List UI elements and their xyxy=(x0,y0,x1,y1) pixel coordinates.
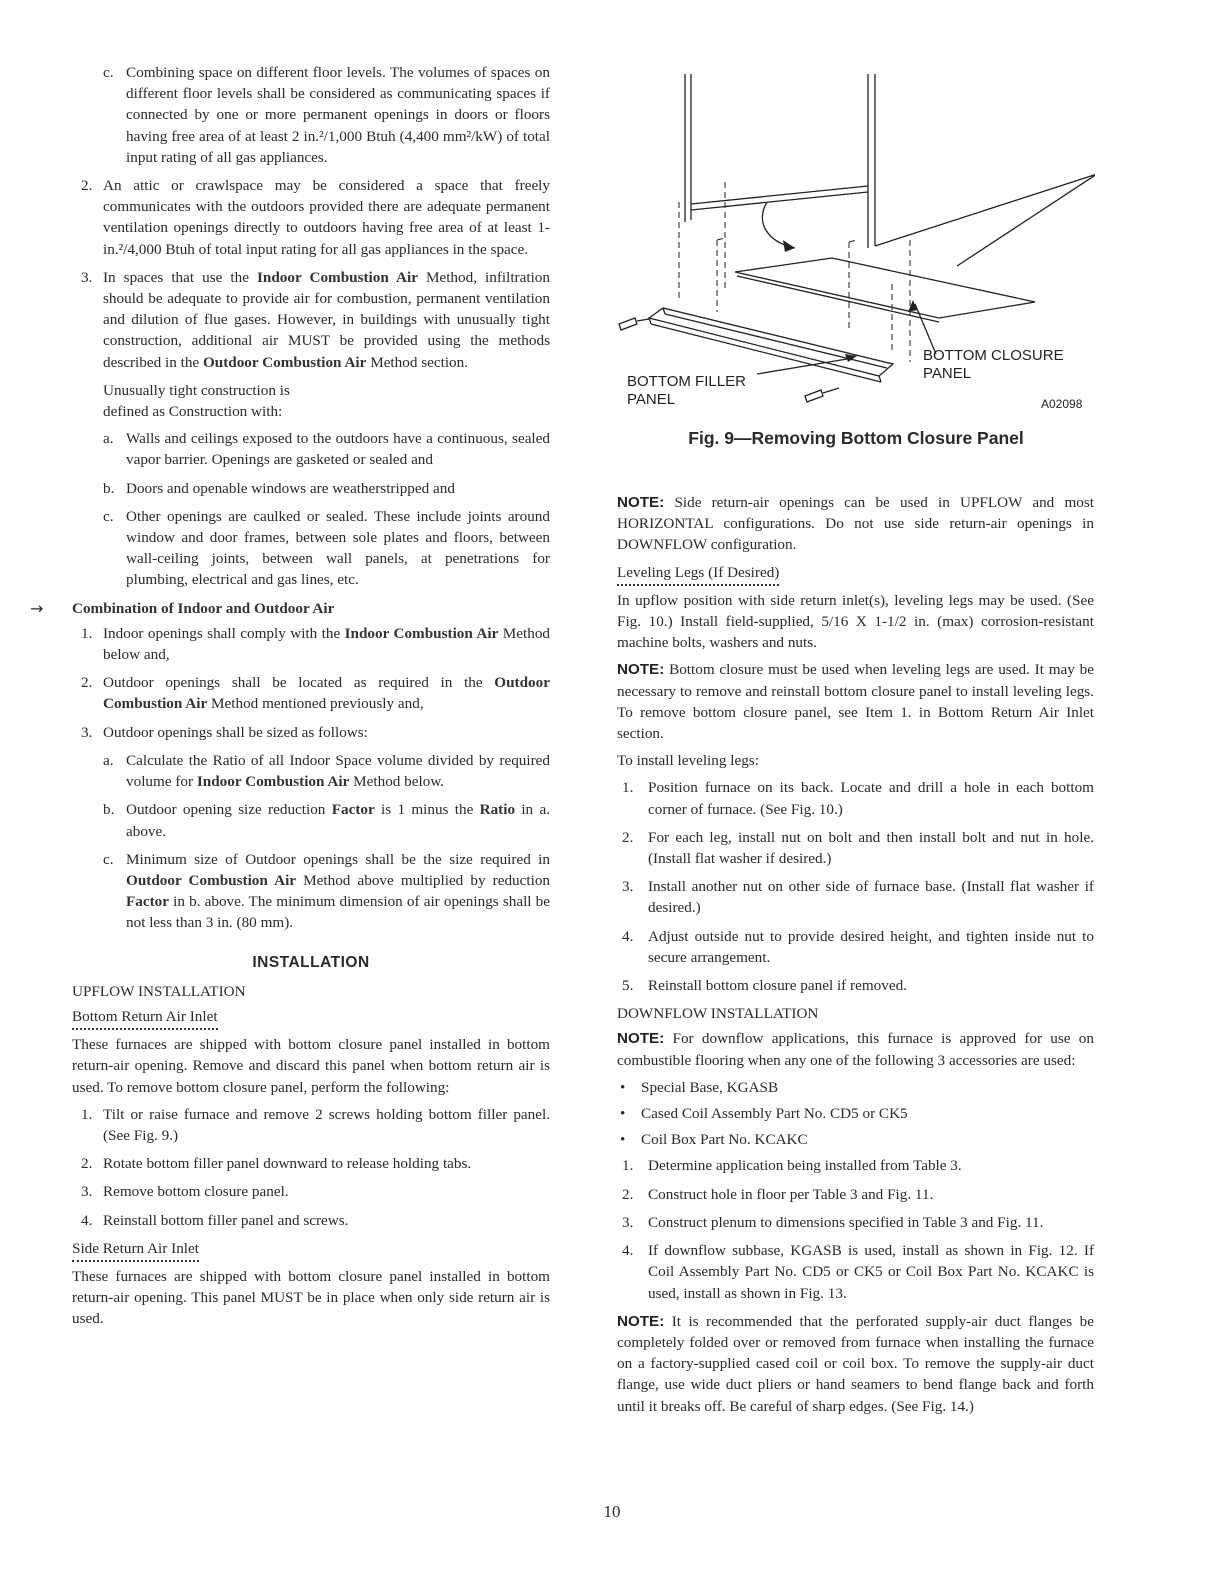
list-marker: 3. xyxy=(81,268,93,286)
bottom-closure-diagram xyxy=(617,62,1095,422)
side-return-heading: Side Return Air Inlet xyxy=(72,1238,550,1262)
list-item: 3. Install another nut on other side of furnace base. (Install flat washer if desired.) xyxy=(622,878,1094,917)
list-item: 4. If downflow subbase, KGASB is used, install as shown in Fig. 12. If Coil Assembly Part No. CD5 or CK5 or Coil Box Part No. KCAKC is used, install as shown in Fig. 13. xyxy=(622,1242,1094,1302)
figure-code: A02098 xyxy=(1041,397,1083,411)
page-number: 10 xyxy=(603,1502,621,1521)
list-item: b. Outdoor opening size reduction Factor is 1 minus the Ratio in a. above. xyxy=(103,801,550,840)
list-item: a. Walls and ceilings exposed to the outdoors have a continuous, sealed vapor barrier. Openings are gasketed or sealed and xyxy=(103,430,550,469)
figure-caption: Fig. 9—Removing Bottom Closure Panel xyxy=(688,428,1024,448)
bottom-return-heading: Bottom Return Air Inlet xyxy=(72,1006,550,1030)
list-item: 3. Remove bottom closure panel. xyxy=(81,1183,289,1201)
note-4: NOTE: It is recommended that the perforated supply-air duct flanges be completely folded over or removed from furnace when installing the furnace on a factory-supplied cased coil or coil box. To remove the supply-air duct flange, use wide duct pliers or hand seamers to bend flange back and forth until it breaks off. Be careful of sharp edges. (See Fig. 14.) xyxy=(617,1312,1094,1415)
list-item: a. Calculate the Ratio of all Indoor Space volume divided by required volume for Indoor Combustion Air Method below. xyxy=(103,751,550,791)
list-marker: 2. xyxy=(81,177,93,195)
label-bottom-closure-panel: BOTTOM CLOSURE xyxy=(923,347,1064,364)
list-item: c. Minimum size of Outdoor openings shall be the size required in Outdoor Combustion Air Method above multiplied by reduction Factor in b. above. The minimum dimension of air openings shall be not less than 3 in. (80 mm). xyxy=(103,850,551,932)
list-item: 3. In spaces that use the Indoor Combustion Air Method, infiltration should be adequate to provide air for combustion, permanent ventilation and dilution of flue gases. However, in buildings with unusually tight construction, additional air MUST be provided using the methods described in the Outdoor Combustion Air Method section. xyxy=(81,268,550,371)
list-item xyxy=(72,62,550,168)
note-1: NOTE: Side return-air openings can be used in UPFLOW and most HORIZONTAL configurations. Do not use side return-air openings in DOWNFLOW configuration. xyxy=(617,494,1094,554)
list-text: Combining space on different floor levels. The volumes of spaces on different floor levels shall be considered as communicating spaces if connected by one or more permanent openings in doors or floors having free area of at least 2 in.²/1,000 Btuh (4,400 mm²/kW) of total input rating of all gas appliances. xyxy=(126,64,550,166)
list-item: 2. Rotate bottom filler panel downward to release holding tabs. xyxy=(81,1155,472,1173)
bullet-item: • Special Base, KGASB xyxy=(617,1077,1094,1098)
install-legs-intro: To install leveling legs: xyxy=(617,752,759,770)
bullet-icon: • xyxy=(620,1105,626,1123)
list-item: c. Other openings are caulked or sealed. These include joints around window and door frames, between sole plates and floors, between wall-ceiling joints, between wall panels, at penetrations for plumbing, electrical and gas lines, etc. xyxy=(103,507,550,589)
label-bottom-filler-panel-2: PANEL xyxy=(627,391,676,408)
bottom-return-text: These furnaces are shipped with bottom closure panel installed in bottom return-air opening. Remove and discard this panel when bottom return air is used. To remove bottom closure panel, perform the following: xyxy=(72,1036,550,1096)
note-3: NOTE: For downflow applications, this furnace is approved for use on combustible flooring when any one of the following 3 accessories are used: xyxy=(617,1030,1094,1069)
figure-9 xyxy=(617,62,1095,462)
bullet-icon: • xyxy=(620,1078,626,1096)
installation-title: INSTALLATION xyxy=(252,953,370,971)
list-item: 2. For each leg, install nut on bolt and then install bolt and nut in hole. (Install flat washer if desired.) xyxy=(622,828,1094,868)
list-item: 5. Reinstall bottom closure panel if removed. xyxy=(622,977,907,995)
list-item: 1. Position furnace on its back. Locate and drill a hole in each bottom corner of furnace. (See Fig. 10.) xyxy=(622,779,1094,818)
right-column xyxy=(617,492,1094,1423)
downflow-heading: DOWNFLOW INSTALLATION xyxy=(617,1005,819,1023)
label-bottom-closure-panel-2: PANEL xyxy=(923,365,972,382)
combo-heading: → Combination of Indoor and Outdoor Air xyxy=(30,598,335,618)
leveling-text: In upflow position with side return inlet(s), leveling legs may be used. (See Fig. 10.) Install field-supplied, 5/16 X 1-1/2 in. (max) corrosion-resistant machine bolts, washers and nuts. xyxy=(617,591,1094,652)
list-item xyxy=(72,175,550,260)
list-item: 1. Tilt or raise furnace and remove 2 screws holding bottom filler panel. (See Fig. 9.) xyxy=(81,1105,550,1144)
list-item: 2. Construct hole in floor per Table 3 and Fig. 11. xyxy=(622,1185,934,1203)
tight-intro: Unusually tight construction is defined as Construction with: xyxy=(103,381,290,421)
change-arrow-icon: → xyxy=(30,598,44,618)
bullet-item: • Cased Coil Assembly Part No. CD5 or CK5 xyxy=(617,1103,1094,1124)
side-return-text: These furnaces are shipped with bottom closure panel installed in bottom return-air opening. This panel MUST be in place when only side return air is used. xyxy=(72,1267,550,1328)
list-item: 3. Outdoor openings shall be sized as follows: xyxy=(81,723,368,741)
list-marker: c. xyxy=(103,64,114,81)
left-column xyxy=(30,62,551,1336)
list-text: An attic or crawlspace may be considered a space that freely communicates with the outdoors provided there are adequate permanent ventilation openings directly to outdoors having free area of at least 1-in.²/4,000 Btuh of total input rating for all gas appliances in the space. xyxy=(103,177,550,258)
bullet-icon: • xyxy=(620,1131,626,1149)
list-item: 4. Adjust outside nut to provide desired height, and tighten inside nut to secure arrangement. xyxy=(622,927,1094,966)
note-2: NOTE: Bottom closure must be used when leveling legs are used. It may be necessary to remove and reinstall bottom closure panel to install leveling legs. To remove bottom closure panel, see Item 1. in Bottom Return Air Inlet section. xyxy=(617,661,1095,743)
label-bottom-filler-panel: BOTTOM FILLER xyxy=(627,373,746,390)
list-item: b. Doors and openable windows are weatherstripped and xyxy=(103,479,455,497)
leveling-heading: Leveling Legs (If Desired) xyxy=(617,562,1094,586)
list-item: 1. Determine application being installed from Table 3. xyxy=(622,1157,962,1175)
list-item: 1. Indoor openings shall comply with the Indoor Combustion Air Method below and, xyxy=(81,624,551,664)
list-item: 4. Reinstall bottom filler panel and screws. xyxy=(81,1211,349,1229)
list-item: 2. Outdoor openings shall be located as required in the Outdoor Combustion Air Method mentioned previously and, xyxy=(81,674,550,713)
list-item: 3. Construct plenum to dimensions specified in Table 3 and Fig. 11. xyxy=(622,1213,1044,1231)
upflow-heading: UPFLOW INSTALLATION xyxy=(72,982,246,1000)
bullet-item: • Coil Box Part No. KCAKC xyxy=(617,1129,1094,1150)
